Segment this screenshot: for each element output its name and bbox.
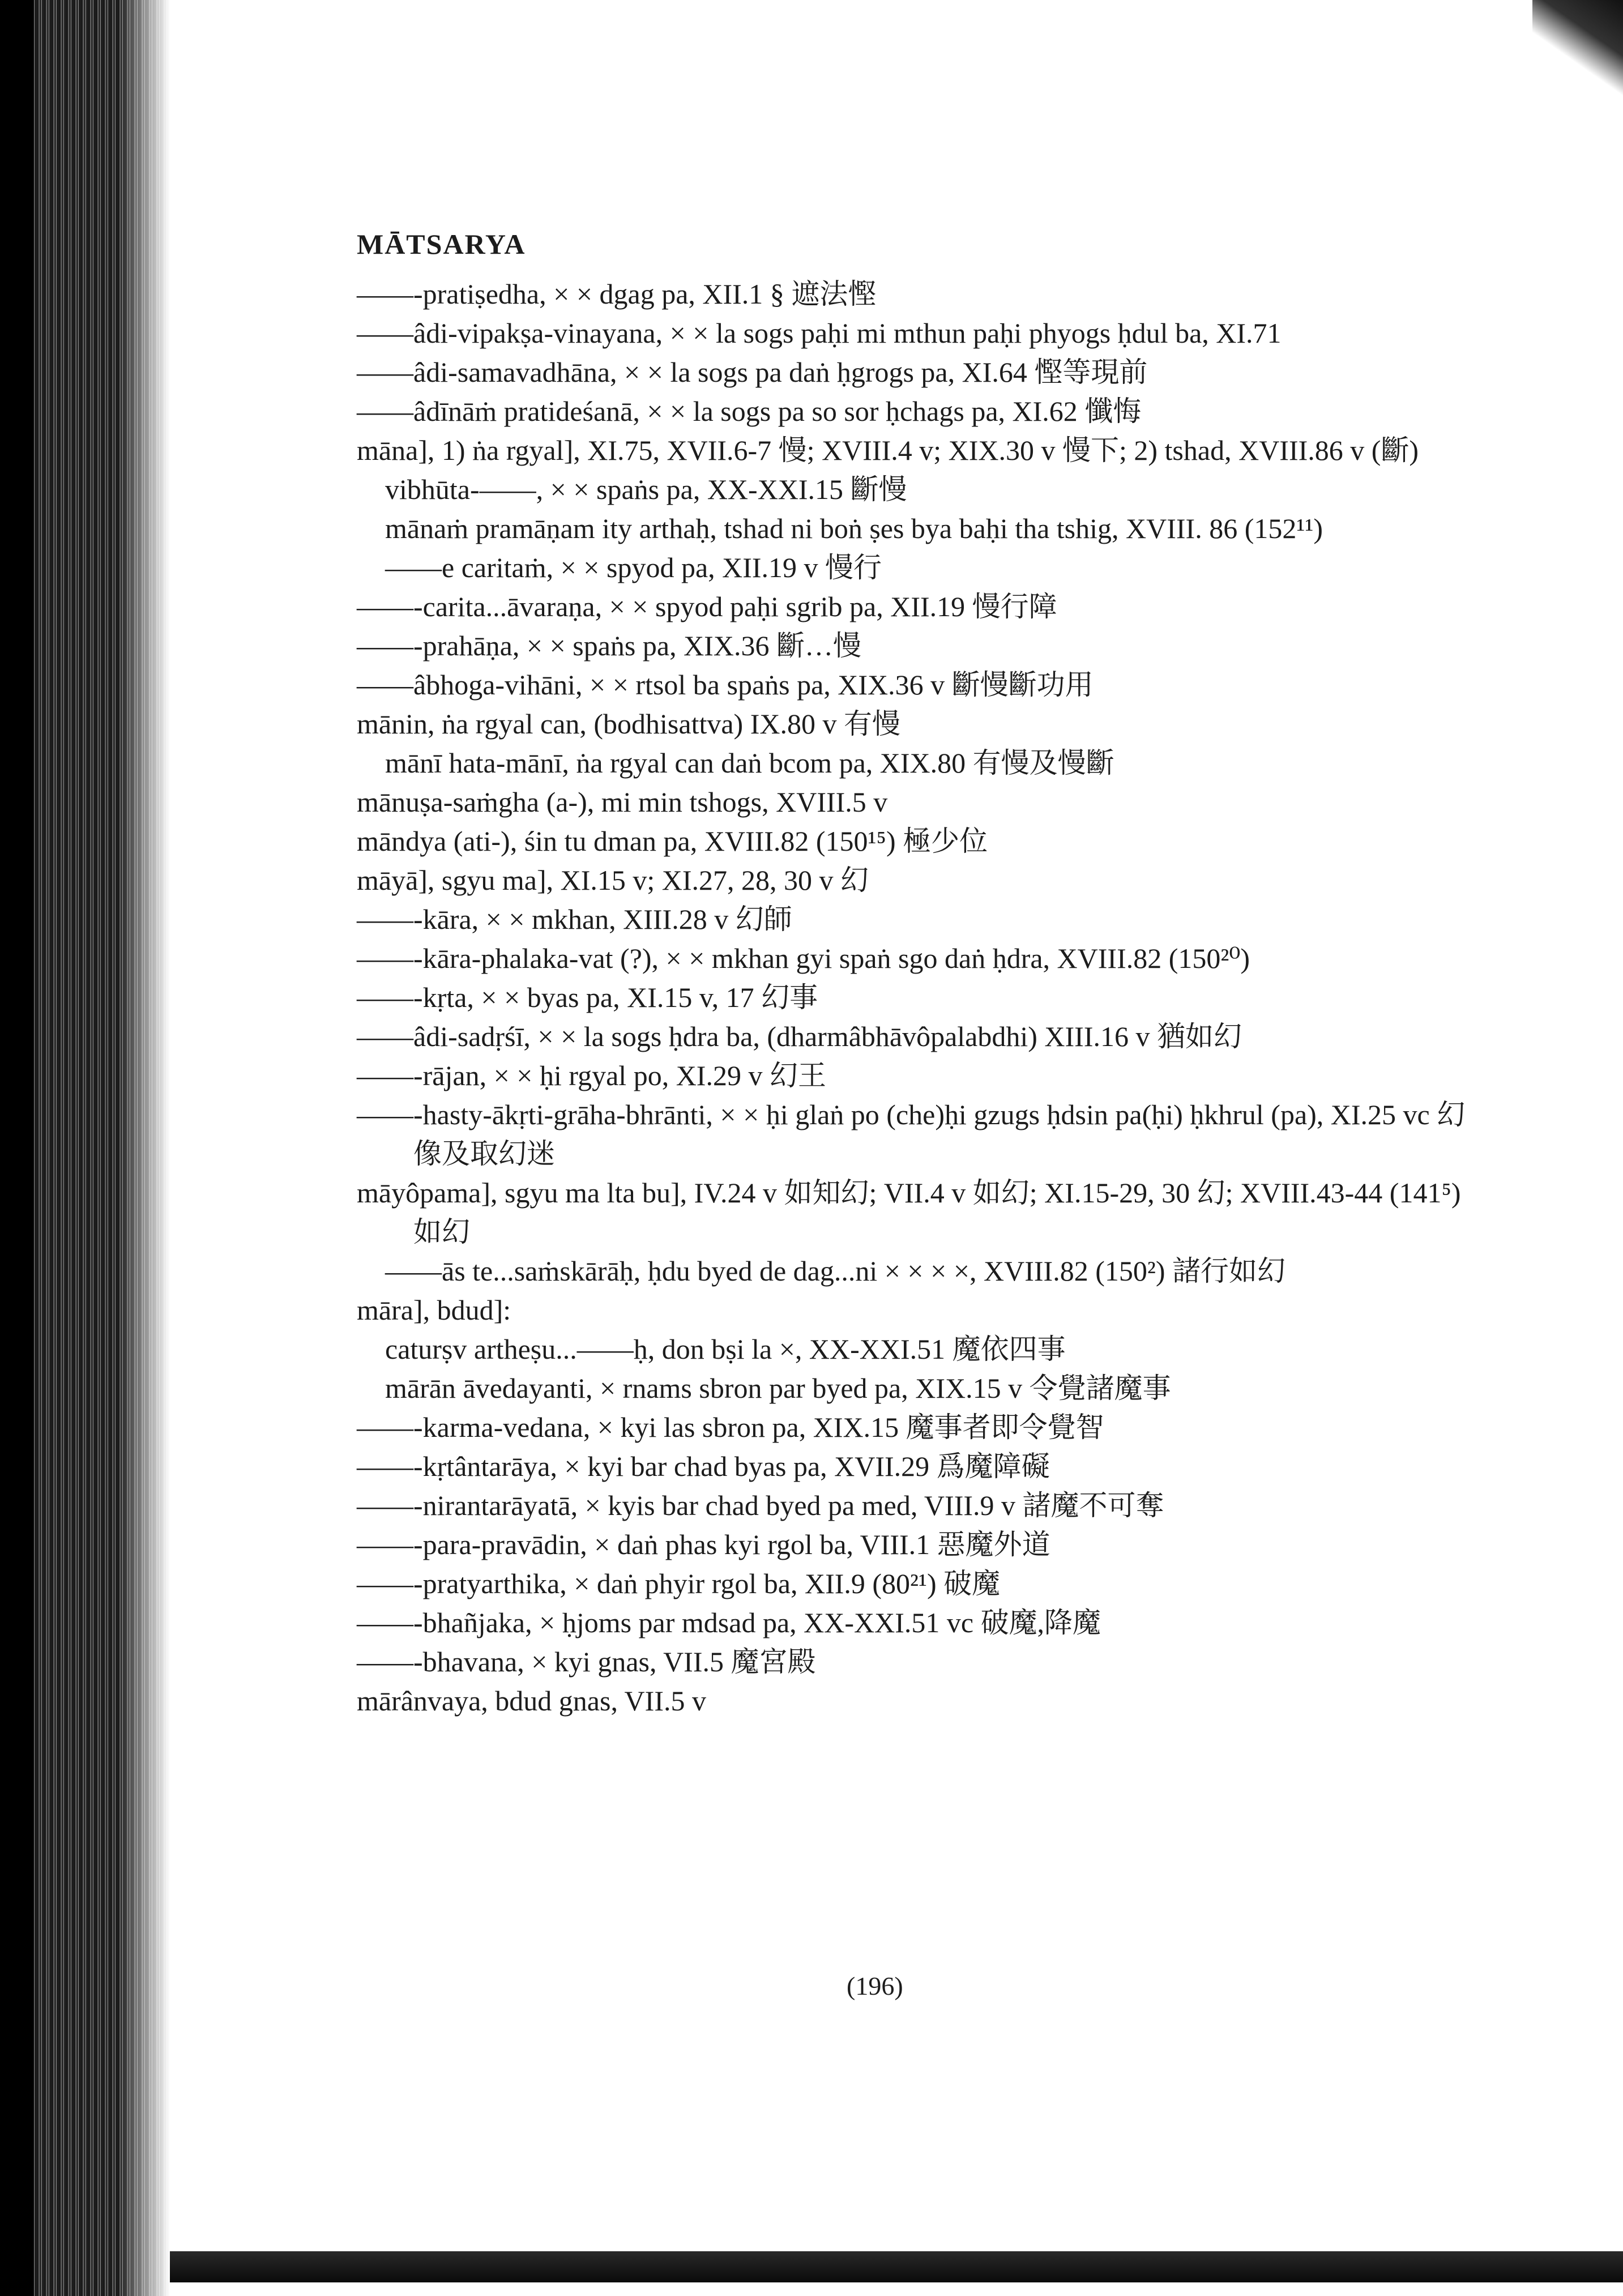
scan-shadow xyxy=(0,0,34,2296)
dictionary-entry: ——-nirantarāyatā, × kyis bar chad byed pa med, VIII.9 v 諸魔不可奪 xyxy=(357,1490,1164,1521)
dictionary-entry: māna], 1) ṅa rgyal], XI.75, XVII.6-7 慢; XVIII.4 v; XIX.30 v 慢下; 2) tshad, XVIII.86 v (斷) xyxy=(357,434,1419,466)
dictionary-entry: ——-kṛta, × × byas pa, XI.15 v, 17 幻事 xyxy=(357,981,818,1013)
dictionary-entry: ——-kṛtântarāya, × kyi bar chad byas pa, XVII.29 爲魔障礙 xyxy=(357,1450,1050,1482)
dictionary-entry: māyā], sgyu ma], XI.15 v; XI.27, 28, 30 v 幻 xyxy=(357,864,869,896)
dictionary-entry: vibhūta-——, × × spaṅs pa, XX-XXI.15 斷慢 xyxy=(385,473,907,505)
section-heading: MĀTSARYA xyxy=(357,228,526,260)
dictionary-entry: mānī hata-mānī, ṅa rgyal can daṅ bcom pa, XIX.80 有慢及慢斷 xyxy=(385,747,1114,779)
dictionary-entry: ——-kāra-phalaka-vat (?), × × mkhan gyi spaṅ sgo daṅ ḥdra, XVIII.82 (150²⁰) xyxy=(357,942,1250,974)
dictionary-entry: mārânvaya, bdud gnas, VII.5 v xyxy=(357,1685,706,1717)
dictionary-entry: ——âdi-vipakṣa-vinayana, × × la sogs paḥi mi mthun paḥi phyogs ḥdul ba, XI.71 xyxy=(357,317,1282,349)
dictionary-entry: ——âdi-samavadhāna, × × la sogs pa daṅ ḥgrogs pa, XI.64 慳等現前 xyxy=(357,356,1148,388)
dictionary-entry: ——-pratyarthika, × daṅ phyir rgol ba, XII.9 (80²¹) 破魔 xyxy=(357,1568,1001,1599)
dictionary-entry: māyôpama], sgyu ma lta bu], IV.24 v 如知幻; VII.4 v 如幻; XI.15-29, 30 幻; XVIII.43-44 (141⁵) 如幻 xyxy=(357,1177,1461,1248)
dictionary-page xyxy=(357,224,1467,1721)
dictionary-entry: ——âbhoga-vihāni, × × rtsol ba spaṅs pa, XIX.36 v 斷慢斷功用 xyxy=(357,669,1094,701)
dictionary-entry: mānaṁ pramāṇam ity arthaḥ, tshad ni boṅ ṣes bya baḥi tha tshig, XVIII. 86 (152¹¹) xyxy=(385,513,1323,544)
dictionary-entry: ——-carita...āvaraṇa, × × spyod paḥi sgrib pa, XII.19 慢行障 xyxy=(357,591,1057,622)
dictionary-entry: ——e caritaṁ, × × spyod pa, XII.19 v 慢行 xyxy=(385,552,882,583)
dictionary-entry: māndya (ati-), śin tu dman pa, XVIII.82 (150¹⁵) 極少位 xyxy=(357,825,988,857)
dictionary-entry: ——-pratiṣedha, × × dgag pa, XII.1 § 遮法慳 xyxy=(357,278,877,310)
entry-list xyxy=(357,275,1467,1721)
binding-fade xyxy=(85,0,170,2296)
page-corner-shadow xyxy=(1532,0,1623,96)
dictionary-entry: ——âdi-sadṛśī, × × la sogs ḥdra ba, (dharmâbhāvôpalabdhi) XIII.16 v 猶如幻 xyxy=(357,1021,1242,1052)
dictionary-entry: ——-prahāṇa, × × spaṅs pa, XIX.36 斷…慢 xyxy=(357,630,861,662)
dictionary-entry: ——-karma-vedana, × kyi las sbron pa, XIX.15 魔事者即令覺智 xyxy=(357,1411,1104,1443)
dictionary-entry: caturṣv artheṣu...——ḥ, don bṣi la ×, XX-XXI.51 魔依四事 xyxy=(385,1333,1066,1365)
dictionary-entry: mānin, ṅa rgyal can, (bodhisattva) IX.80 v 有慢 xyxy=(357,708,900,740)
dictionary-entry: ——-bhañjaka, × ḥjoms par mdsad pa, XX-XXI.51 vc 破魔,降魔 xyxy=(357,1607,1101,1638)
dictionary-entry: mānuṣa-saṁgha (a-), mi min tshogs, XVIII.5 v xyxy=(357,786,888,818)
page-number: (196) xyxy=(847,1971,903,2000)
dictionary-entry: māra], bdud]: xyxy=(357,1294,511,1326)
dictionary-entry: mārān āvedayanti, × rnams sbron par byed pa, XIX.15 v 令覺諸魔事 xyxy=(385,1372,1171,1404)
dictionary-entry: ——ās te...saṁskārāḥ, ḥdu byed de dag...ni × × × ×, XVIII.82 (150²) 諸行如幻 xyxy=(385,1255,1285,1287)
dictionary-entry: ——âdīnāṁ pratideśanā, × × la sogs pa so sor ḥchags pa, XI.62 懺悔 xyxy=(357,395,1142,427)
scan-bottom-edge xyxy=(170,2251,1623,2282)
dictionary-entry: ——-hasty-ākṛti-grāha-bhrānti, × × ḥi glaṅ po (che)ḥi gzugs ḥdsin pa(ḥi) ḥkhrul (pa), XI.25 vc 幻像及取幻迷 xyxy=(357,1099,1466,1170)
dictionary-entry: ——-rājan, × × ḥi rgyal po, XI.29 v 幻王 xyxy=(357,1060,826,1091)
dictionary-entry: ——-bhavana, × kyi gnas, VII.5 魔宮殿 xyxy=(357,1646,816,1678)
dictionary-entry: ——-kāra, × × mkhan, XIII.28 v 幻師 xyxy=(357,903,792,935)
dictionary-entry: ——-para-pravādin, × daṅ phas kyi rgol ba, VIII.1 惡魔外道 xyxy=(357,1529,1050,1560)
